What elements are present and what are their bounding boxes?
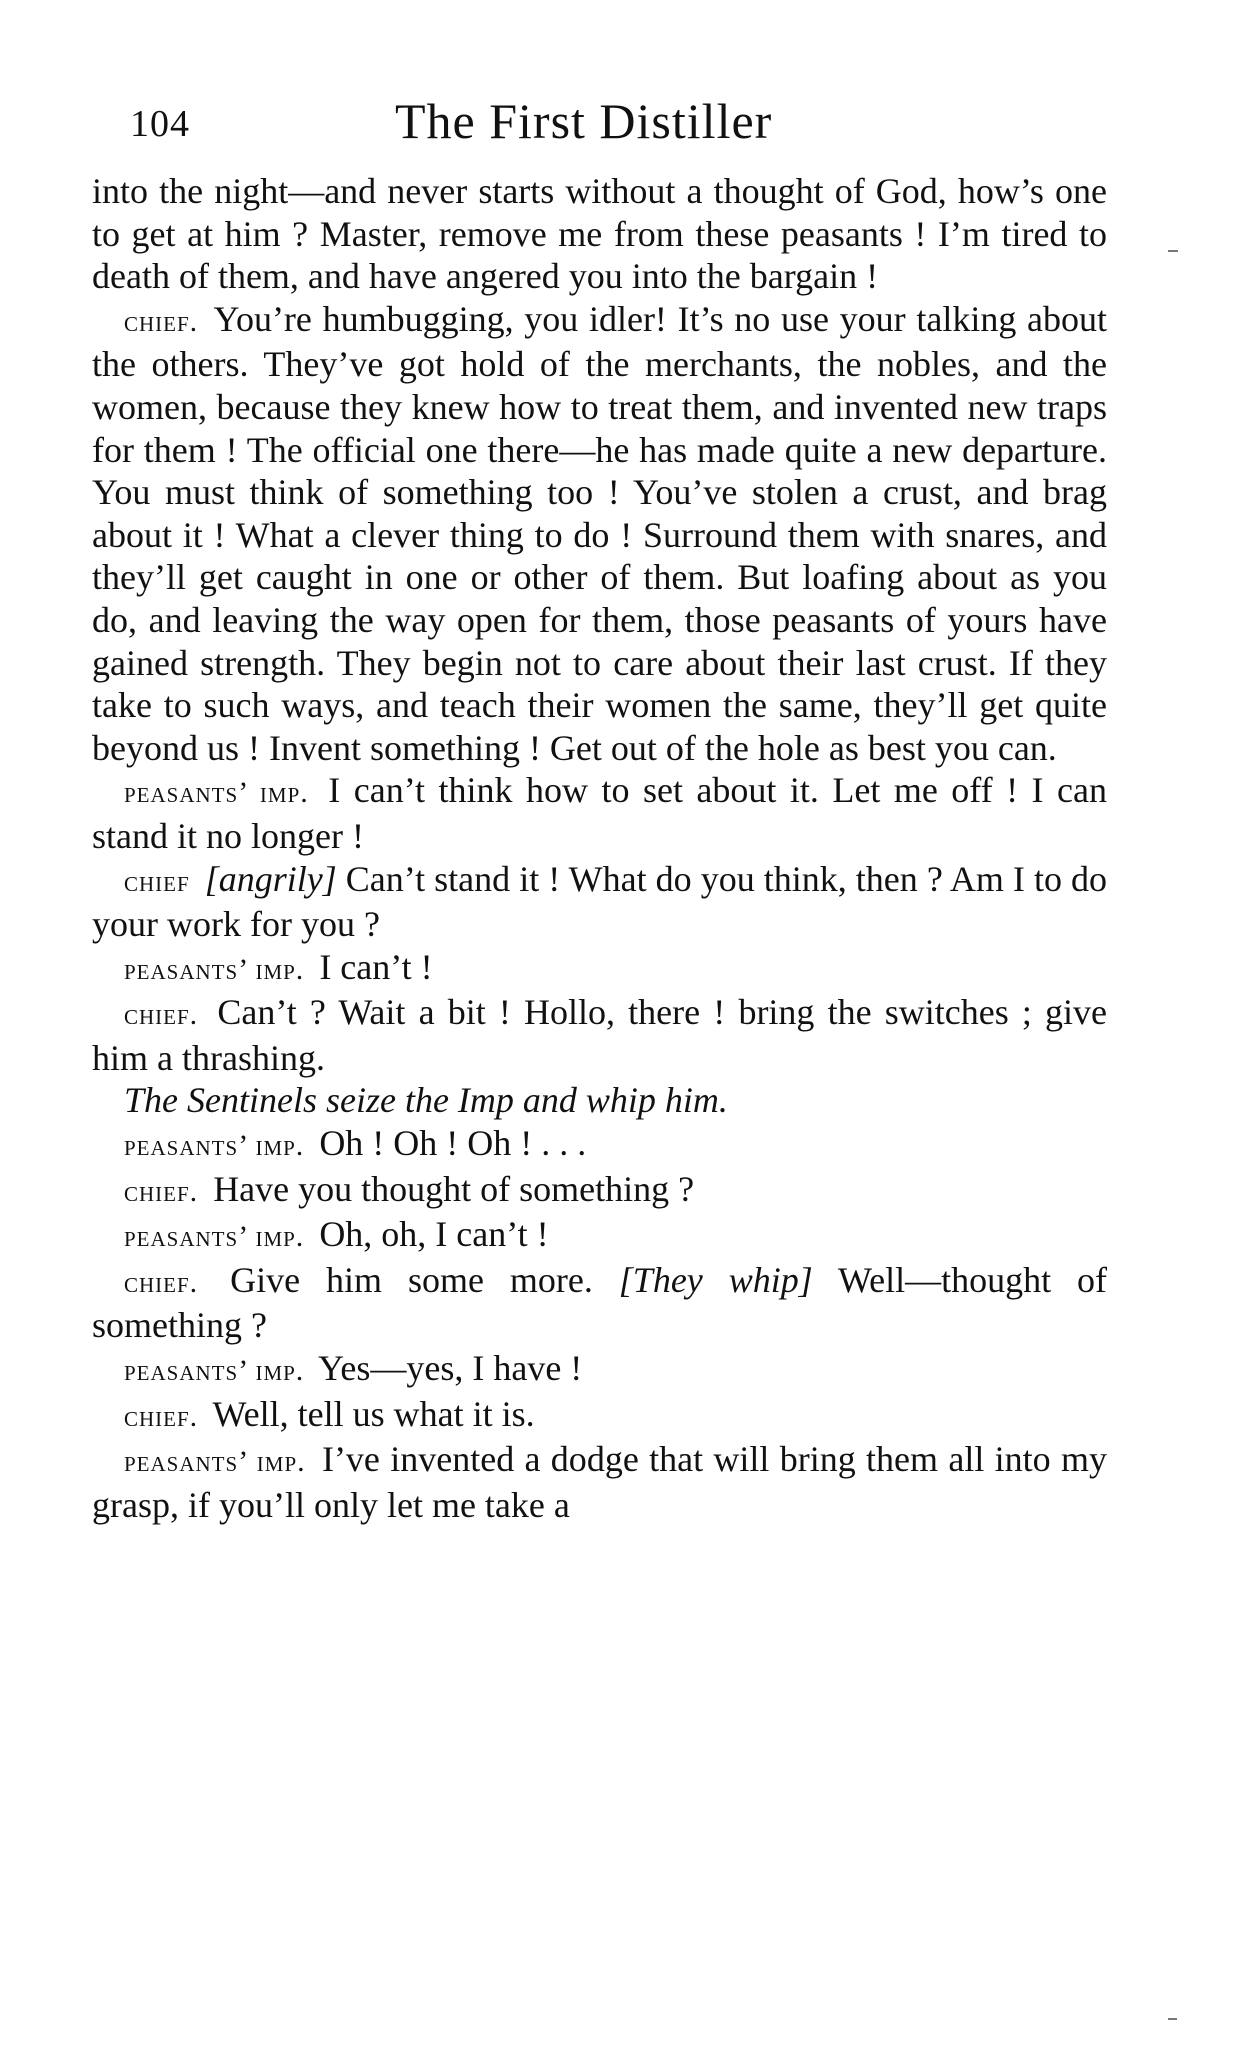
speech-text: Oh, oh, I can’t !	[319, 1214, 549, 1255]
dialogue-paragraph	[92, 769, 1107, 857]
speech-text: Yes—yes, I have !	[317, 1348, 583, 1389]
speaker-name: chief.	[124, 1399, 199, 1433]
dialogue-paragraph	[92, 946, 1107, 992]
speech-text: I’ve invented a dodge that will bring them all into my grasp, if you’ll only let me take a	[92, 1439, 1107, 1525]
speaker-name: peasants’ imp.	[124, 1129, 305, 1163]
speaker-name: chief	[124, 864, 190, 898]
dialogue-paragraph	[92, 1347, 1107, 1393]
dialogue-paragraph	[92, 1168, 1107, 1214]
dialogue-paragraph	[92, 298, 1107, 770]
dialogue-paragraph	[92, 858, 1107, 946]
stage-direction: [They whip]	[618, 1259, 813, 1300]
page-header	[130, 92, 1110, 162]
speaker-name: chief.	[124, 1265, 199, 1299]
stage-direction: [angrily]	[204, 858, 337, 899]
stage-direction-paragraph	[92, 1079, 1107, 1122]
margin-mark	[1168, 250, 1178, 252]
speech-text: Well, tell us what it is.	[212, 1393, 535, 1434]
speaker-name: peasants’ imp.	[124, 952, 305, 986]
dialogue-paragraph	[92, 1213, 1107, 1259]
speaker-name: chief.	[124, 998, 199, 1032]
speech-text: Have you thought of something ?	[213, 1168, 695, 1209]
paragraph-text: into the night—and never starts without a thought of God, how’s one to get at him ? Master, remove me from these peasants ! I’m tired to death of them, and have angered you into the bargain !	[92, 171, 1107, 297]
speech-text: I can’t !	[319, 946, 433, 987]
speech-text: Give him some more.	[230, 1259, 593, 1300]
dialogue-paragraph	[92, 1259, 1107, 1347]
speech-text: Oh ! Oh ! Oh ! . . .	[319, 1123, 587, 1164]
paragraph-continuation	[92, 170, 1107, 298]
speech-text: Can’t stand it ! What do you think, then ? Am I to do your work for you ?	[92, 858, 1107, 945]
dialogue-paragraph	[92, 991, 1107, 1079]
page-number: 104	[130, 103, 190, 145]
dialogue-paragraph	[92, 1438, 1107, 1526]
speech-text: Well—thought of something ?	[92, 1259, 1107, 1346]
speaker-name: chief.	[124, 304, 199, 338]
speaker-name: peasants’ imp.	[124, 1354, 305, 1388]
speaker-name: peasants’ imp.	[124, 1220, 305, 1254]
speaker-name: chief.	[124, 1174, 199, 1208]
speech-text: I can’t think how to set about it. Let me off ! I can stand it no longer !	[92, 770, 1107, 856]
dialogue-paragraph	[92, 1393, 1107, 1439]
dialogue-paragraph	[92, 1122, 1107, 1168]
speaker-name: peasants’ imp.	[124, 1445, 306, 1479]
running-title: The First Distiller	[395, 93, 773, 149]
speaker-name: peasants’ imp.	[124, 776, 309, 810]
margin-mark	[1168, 2018, 1177, 2020]
body-text	[92, 170, 1107, 1526]
speech-text: You’re humbugging, you idler! It’s no use your talking about the others. They’ve got hold of the merchants, the nobles, and the women, because they knew how to treat them, and invented new traps for them ! The official one there—he has made quite a new departure. You must think of something too ! You’ve stolen a crust, and brag about it ! What a clever thing to do ! Surround them with snares, and they’ll get caught in one or other of them. But loafing about as you do, and leaving the way open for them, those peasants of yours have gained strength. They begin not to care about their last crust. If they take to such ways, and teach their women the same, they’ll get quite beyond us ! Invent something ! Get out of the hole as best you can.	[92, 298, 1107, 768]
speech-text: Can’t ? Wait a bit ! Hollo, there ! bring the switches ; give him a thrashing.	[92, 992, 1108, 1078]
stage-direction: The Sentinels seize the Imp and whip him.	[124, 1080, 728, 1121]
